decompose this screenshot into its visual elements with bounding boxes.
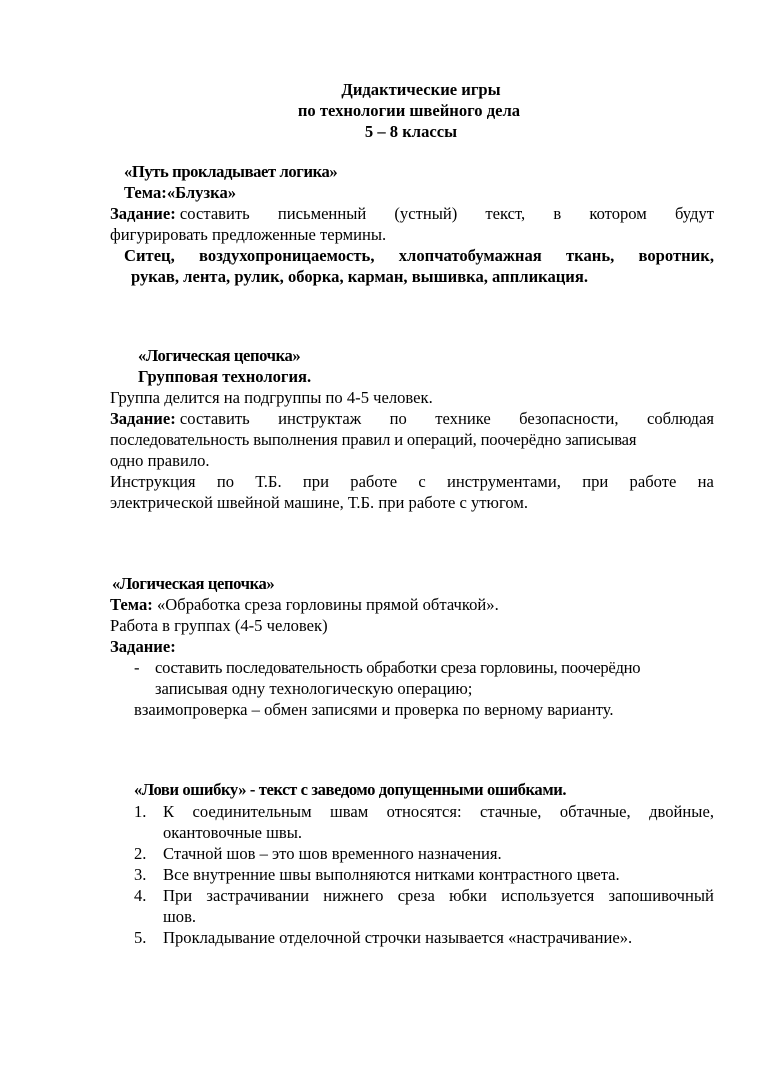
list-item-5: Прокладывание отделочной строчки называется «настрачивание». [163, 928, 633, 947]
topic-value: «Блузка» [166, 183, 237, 202]
section3-bullet-line2: записывая одну технологическую операцию; [155, 679, 473, 698]
list-item-4-line1 [163, 885, 714, 906]
instr-word: по [216, 472, 234, 491]
task-word: составить [179, 204, 250, 223]
section3-check-line: взаимопроверка – обмен записями и проверка по верному варианту. [134, 700, 614, 719]
list-item-number: 2. [134, 844, 147, 863]
task-word: в [553, 204, 562, 223]
document-subtitle: по технологии швейного дела [297, 101, 521, 120]
section2-subheading: Групповая технология. [138, 367, 312, 386]
item-word: юбки [449, 886, 487, 905]
instr-word: Инструкция [110, 472, 196, 491]
section3-topic [110, 594, 499, 615]
instr-word: при [582, 472, 609, 491]
instr-word: Т.Б. [255, 472, 282, 491]
task-word: (устный) [394, 204, 458, 223]
item-word: нижнего [323, 886, 384, 905]
item-word: используется [501, 886, 595, 905]
section2-heading: «Логическая цепочка» [138, 346, 301, 365]
term-word: хлопчатобумажная [398, 246, 542, 265]
section3-bullet-line1: составить последовательность обработки среза горловины, поочерёдно [155, 658, 641, 677]
task-word: безопасности, [519, 409, 619, 428]
section3-heading: «Логическая цепочка» [112, 574, 275, 593]
item-word: стачные, [480, 802, 542, 821]
task-word: соблюдая [647, 409, 714, 428]
item-word: К [163, 802, 175, 821]
section2-instr-line1 [110, 471, 714, 492]
document-grades: 5 – 8 классы [364, 122, 458, 141]
item-word: запошивочный [608, 886, 714, 905]
task-word: по [389, 409, 407, 428]
item-word: относятся: [386, 802, 462, 821]
item-word: двойные, [649, 802, 714, 821]
instr-word: работе [629, 472, 677, 491]
list-item-number: 5. [134, 928, 147, 947]
section3-task-label: Задание: [110, 637, 176, 656]
section2-task-line1 [110, 408, 714, 429]
list-item-1-line2: окантовочные швы. [163, 823, 303, 842]
list-item-3: Все внутренние швы выполняются нитками контрастного цвета. [163, 865, 620, 884]
item-word: застрачивании [206, 886, 310, 905]
section4-heading: «Лови ошибку» - текст с заведомо допущенными ошибками. [134, 780, 567, 799]
item-word: швам [329, 802, 369, 821]
instr-word: работе [350, 472, 398, 491]
task-word: письменный [277, 204, 367, 223]
task-word: будут [674, 204, 714, 223]
list-item-number: 3. [134, 865, 147, 884]
task-word: инструктаж [278, 409, 362, 428]
instr-word: на [697, 472, 714, 491]
section2-task-line3: одно правило. [110, 451, 210, 470]
list-item-2: Стачной шов – это шов временного назначения. [163, 844, 502, 863]
term-word: воротник, [638, 246, 714, 265]
task-label: Задание: [110, 409, 176, 428]
list-item-4-line2: шов. [163, 907, 197, 926]
section1-heading: «Путь прокладывает логика» [124, 162, 338, 181]
task-word: технике [435, 409, 491, 428]
topic-label: Тема: [124, 183, 167, 202]
item-word: обтачные, [559, 802, 631, 821]
task-word: составить [179, 409, 250, 428]
section1-task-line1 [110, 203, 714, 224]
term-word: воздухопроницаемость, [199, 246, 375, 265]
instr-word: инструментами, [447, 472, 561, 491]
task-label: Задание: [110, 204, 176, 223]
list-item-number: 1. [134, 802, 147, 821]
topic-label: Тема: [110, 595, 153, 614]
item-word: соединительным [192, 802, 312, 821]
section1-task-line2: фигурировать предложенные термины. [110, 225, 387, 244]
item-word: среза [397, 886, 435, 905]
list-item-number: 4. [134, 886, 147, 905]
task-word: котором [589, 204, 647, 223]
term-word: ткань, [566, 246, 615, 265]
item-word: При [163, 886, 193, 905]
section2-line1: Группа делится на подгруппы по 4-5 человек. [110, 388, 433, 407]
instr-word: при [302, 472, 329, 491]
section1-topic [124, 182, 236, 203]
section2-task-line2: последовательность выполнения правил и операций, поочерёдно записывая [110, 430, 637, 449]
document-title: Дидактические игры [341, 80, 501, 99]
instr-word: с [418, 472, 426, 491]
topic-value: «Обработка среза горловины прямой обтачкой». [156, 595, 499, 614]
section2-instr-line2: электрической швейной машине, Т.Б. при работе с утюгом. [110, 493, 528, 512]
section3-group-line: Работа в группах (4-5 человек) [110, 616, 328, 635]
section1-terms-line2: рукав, лента, рулик, оборка, карман, вышивка, аппликация. [131, 267, 588, 286]
term-word: Ситец, [124, 246, 175, 265]
task-word: текст, [485, 204, 526, 223]
bullet-marker: - [134, 658, 140, 677]
list-item-1-line1 [163, 801, 714, 822]
section1-terms-line1 [124, 245, 714, 266]
